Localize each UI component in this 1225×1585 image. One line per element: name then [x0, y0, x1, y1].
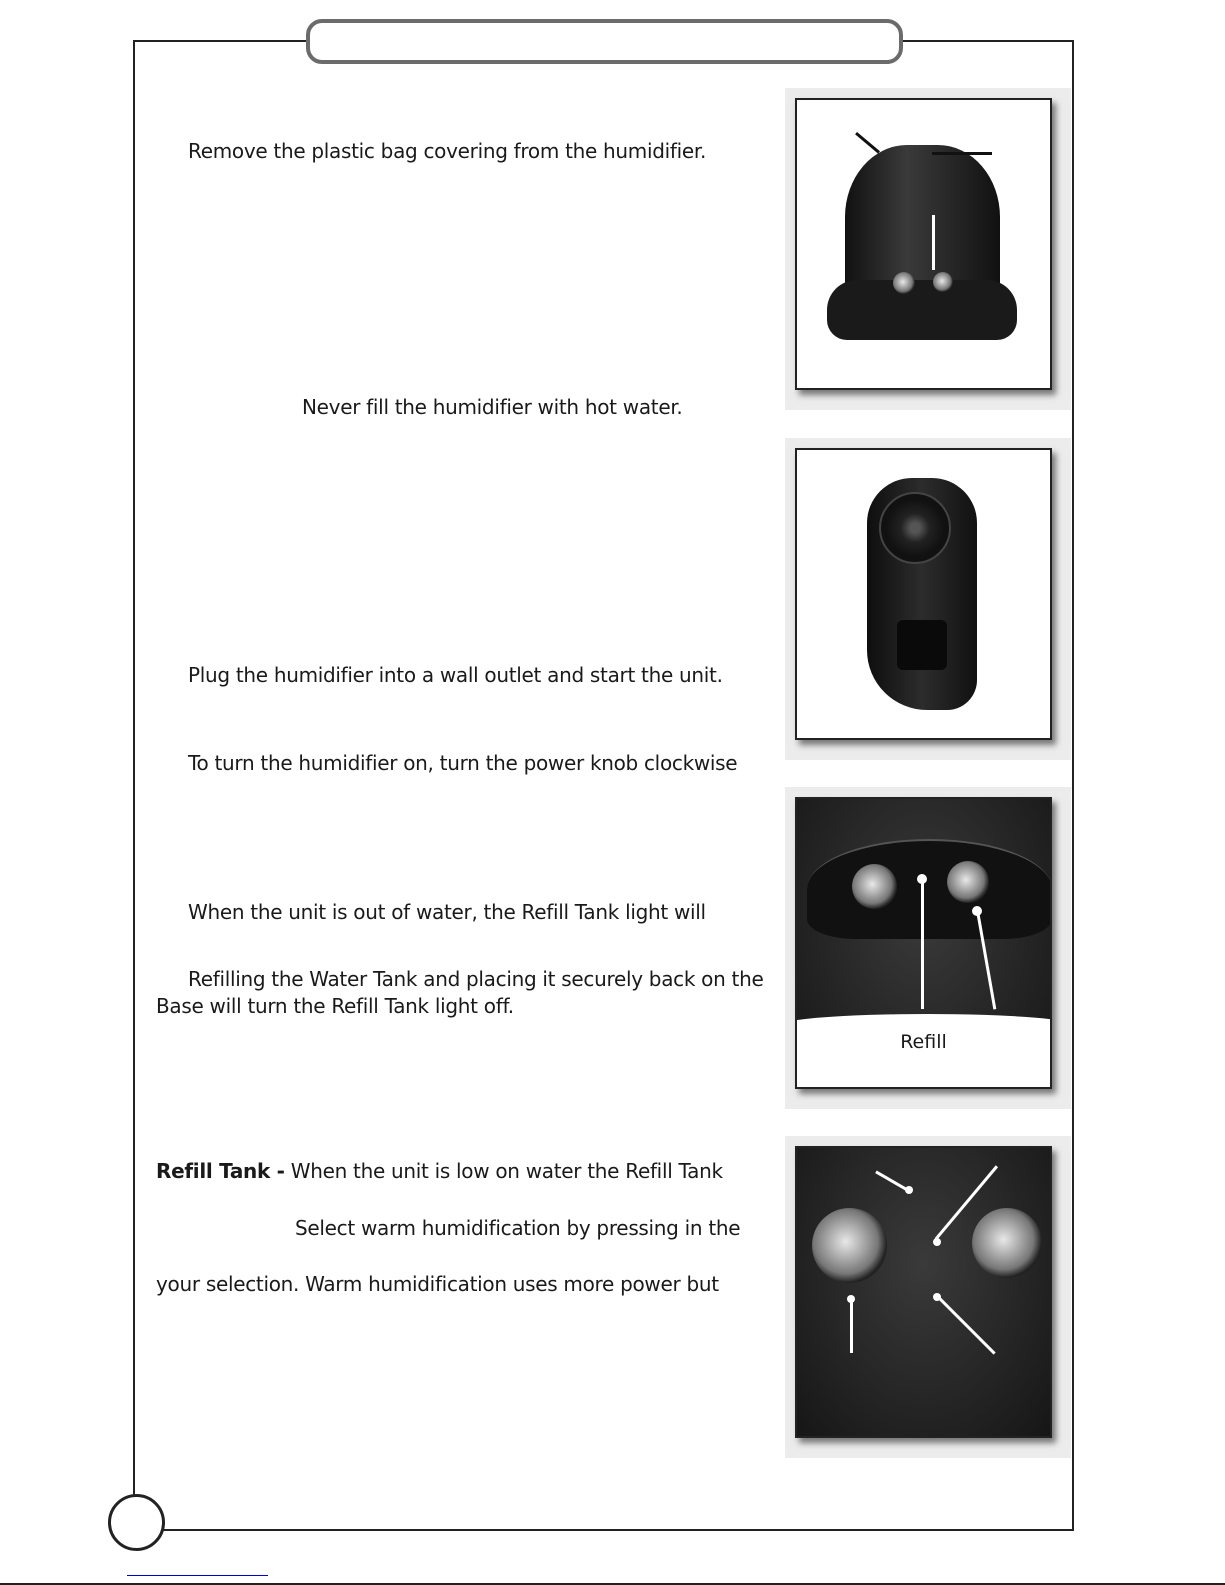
figure-humidifier	[785, 88, 1071, 410]
term-heading: Refill Tank -	[156, 1159, 285, 1183]
instruction-text: Refilling the Water Tank and placing it securely back on the	[188, 967, 764, 991]
figure-control-closeup	[785, 1136, 1071, 1458]
arrow-icon	[932, 215, 935, 270]
instruction-text: When the unit is out of water, the Refill Tank light will	[188, 900, 706, 924]
instruction-text: Remove the plastic bag covering from the humidifier.	[188, 139, 707, 163]
instruction-text: Select warm humidification by pressing in the	[295, 1216, 741, 1240]
refill-label: Refill	[900, 1031, 947, 1053]
instruction-text: When the unit is low on water the Refill Tank	[290, 1159, 723, 1183]
page-number-circle	[108, 1494, 165, 1551]
instruction-text: your selection. Warm humidification uses more power but	[156, 1272, 719, 1296]
warning-text: Never fill the humidifier with hot water.	[302, 395, 683, 419]
instruction-text: To turn the humidifier on, turn the power knob clockwise	[188, 751, 738, 775]
instruction-text: Base will turn the Refill Tank light off.	[156, 994, 514, 1018]
instruction-text: Plug the humidifier into a wall outlet and start the unit.	[188, 663, 723, 687]
section-title-box	[306, 19, 903, 64]
link-underline[interactable]	[127, 1575, 268, 1576]
figure-tank-cap	[785, 438, 1071, 760]
figure-control-panel	[785, 787, 1071, 1109]
